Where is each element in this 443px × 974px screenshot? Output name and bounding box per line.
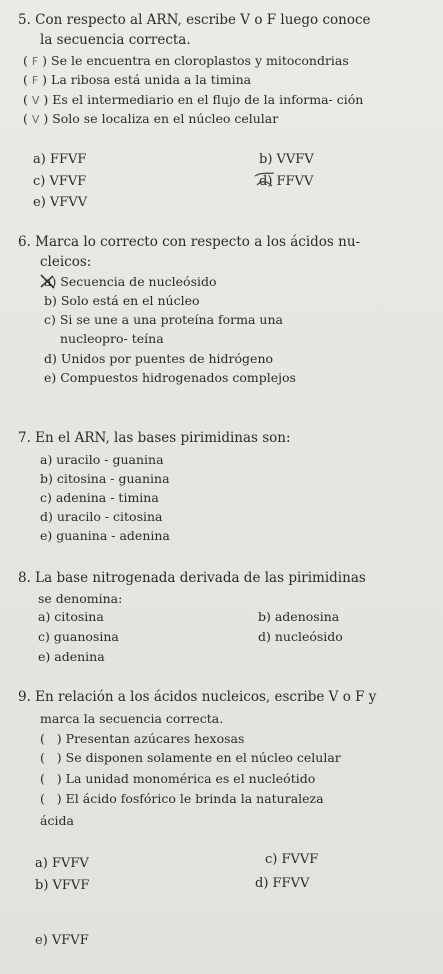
- q9-item-3-text: La unidad monomérica es el nucleótido: [65, 771, 316, 786]
- q9-item-4: ( ) El ácido fosfórico le brinda la naturaleza: [40, 791, 324, 806]
- q6-option-c-cont: nucleopro- teína: [60, 331, 164, 346]
- q8-option-a[interactable]: a) citosina: [38, 609, 104, 624]
- q8-option-c[interactable]: c) guanosina: [38, 629, 119, 644]
- q8-stem-line-1: 8. La base nitrogenada derivada de las pirimidinas: [18, 570, 366, 586]
- q5-item-1-mark: F: [31, 55, 39, 68]
- q9-stem-line-2: marca la secuencia correcta.: [40, 711, 224, 726]
- q6-stem-line-1: 6. Marca lo correcto con respecto a los ácidos nu-: [18, 234, 361, 250]
- q9-option-b[interactable]: b) VFVF: [35, 878, 90, 893]
- q8-option-b[interactable]: b) adenosina: [258, 609, 340, 624]
- q5-item-4-text: Solo se localiza en el núcleo celular: [52, 111, 279, 126]
- q6-stem-line-2: cleicos:: [40, 254, 92, 270]
- q9-item-3: ( ) La unidad monomérica es el nucleótido: [40, 771, 316, 786]
- q9-option-d[interactable]: d) FFVV: [255, 876, 310, 891]
- q6-option-c[interactable]: c) Si se une a una proteína forma una: [44, 312, 283, 327]
- q5-item-3-mark: V: [31, 94, 40, 107]
- q5-item-2-mark: F: [31, 74, 39, 87]
- q5-item-2-text: La ribosa está unida a la timina: [51, 72, 252, 87]
- q7-option-b[interactable]: b) citosina - guanina: [40, 471, 170, 486]
- q5-stem-line-1: 5. Con respecto al ARN, escribe V o F luego conoce: [18, 12, 371, 28]
- q5-option-c[interactable]: c) VFVF: [33, 174, 87, 189]
- q7-option-c[interactable]: c) adenina - timina: [40, 490, 159, 505]
- q6-option-d[interactable]: d) Unidos por puentes de hidrógeno: [44, 351, 274, 366]
- q6-option-a[interactable]: a) Secuencia de nucleósido: [44, 274, 217, 289]
- q5-stem-line-2: la secuencia correcta.: [40, 32, 191, 48]
- q9-item-1-text: Presentan azúcares hexosas: [65, 731, 245, 746]
- q5-item-1: ( F ) Se le encuentra en cloroplastos y mitocondrias: [23, 53, 349, 68]
- q9-option-c[interactable]: c) FVVF: [265, 852, 319, 867]
- q7-option-d[interactable]: d) uracilo - citosina: [40, 509, 163, 524]
- q9-item-1: ( ) Presentan azúcares hexosas: [40, 731, 245, 746]
- q9-item-2-text: Se disponen solamente en el núcleo celular: [65, 750, 341, 765]
- q5-option-a[interactable]: a) FFVF: [33, 152, 87, 167]
- q9-item-4-cont: ácida: [40, 813, 74, 828]
- q9-item-2: ( ) Se disponen solamente en el núcleo celular: [40, 750, 341, 765]
- q7-option-e[interactable]: e) guanina - adenina: [40, 528, 170, 543]
- q5-option-e[interactable]: e) VFVV: [33, 195, 88, 210]
- q5-option-d-scribble-icon: [252, 170, 278, 190]
- q5-item-4: ( V ) Solo se localiza en el núcleo celular: [23, 111, 279, 126]
- q9-option-a[interactable]: a) FVFV: [35, 856, 89, 871]
- q6-option-b[interactable]: b) Solo está en el núcleo: [44, 293, 200, 308]
- q5-item-4-mark: V: [31, 113, 40, 126]
- q5-item-2: ( F ) La ribosa está unida a la timina: [23, 72, 252, 87]
- q9-stem-line-1: 9. En relación a los ácidos nucleicos, escribe V o F y: [18, 689, 377, 705]
- q8-option-d[interactable]: d) nucleósido: [258, 629, 343, 644]
- q8-stem-line-2: se denomina:: [38, 591, 123, 606]
- q9-option-e[interactable]: e) VFVF: [35, 933, 89, 948]
- q5-option-d[interactable]: d) FFVV: [259, 174, 314, 189]
- q7-option-a[interactable]: a) uracilo - guanina: [40, 452, 164, 467]
- q5-option-b[interactable]: b) VVFV: [259, 152, 314, 167]
- q8-option-e[interactable]: e) adenina: [38, 649, 105, 664]
- q5-item-3-text: Es el intermediario en el flujo de la informa- ción: [52, 92, 364, 107]
- q7-stem: 7. En el ARN, las bases pirimidinas son:: [18, 430, 291, 446]
- q9-item-4-text: El ácido fosfórico le brinda la naturaleza: [65, 791, 324, 806]
- q6-option-e[interactable]: e) Compuestos hidrogenados complejos: [44, 370, 296, 385]
- q5-item-3: ( V ) Es el intermediario en el flujo de la informa- ción: [23, 92, 364, 107]
- q5-item-1-text: Se le encuentra en cloroplastos y mitocondrias: [51, 53, 349, 68]
